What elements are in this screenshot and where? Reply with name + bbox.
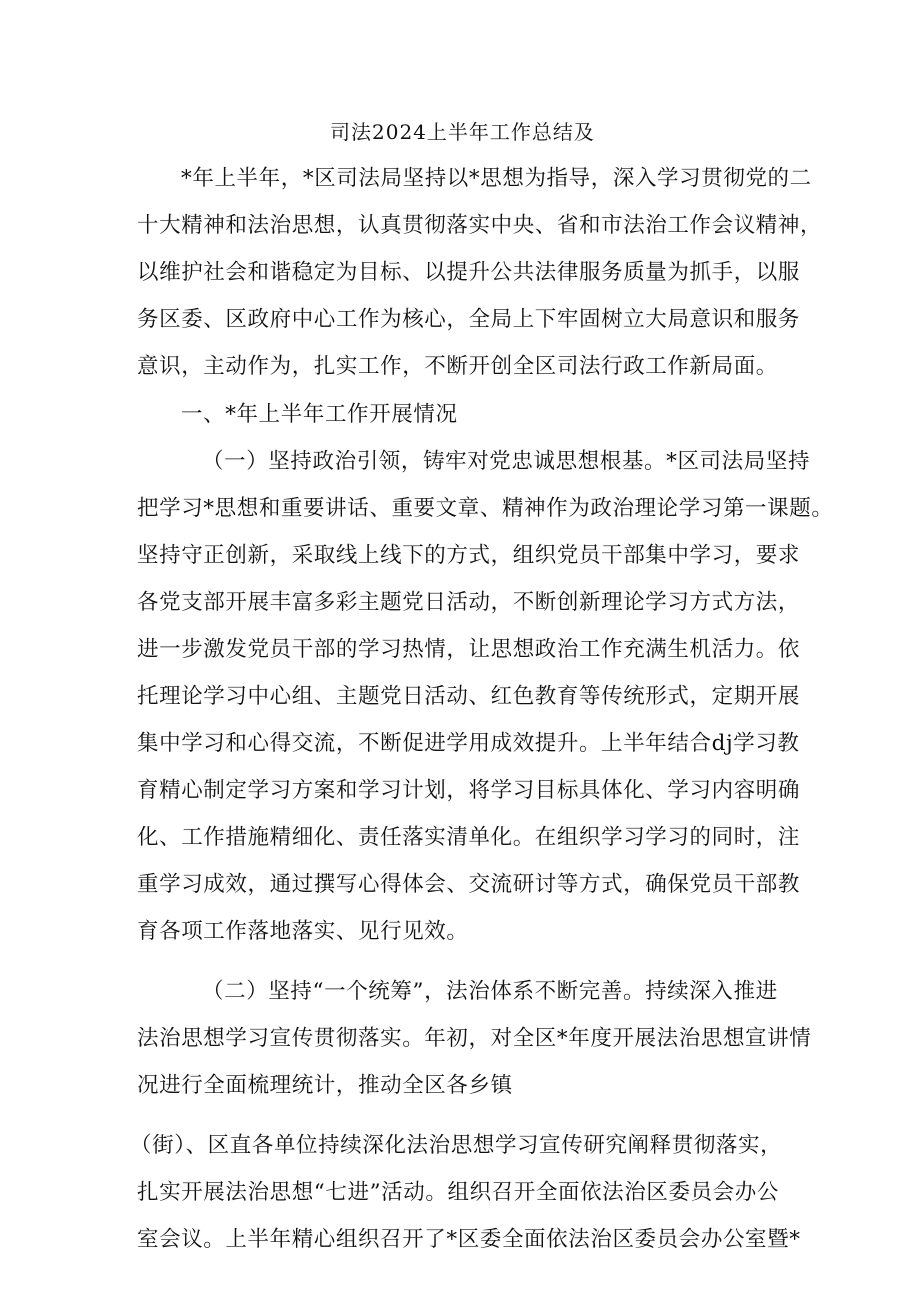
paragraph-line: 育精心制定学习方案和学习计划，将学习目标具体化、学习内容明确	[137, 778, 801, 803]
paragraph-line: 坚持守正创新，采取线上线下的方式，组织党员干部集中学习，要求	[137, 543, 801, 568]
paragraph-line: （一）坚持政治引领，铸牢对党忠诚思想根基。*区司法局坚持	[202, 449, 811, 474]
paragraph-line: 把学习*思想和重要讲话、重要文章、精神作为政治理论学习第一课题。	[137, 496, 834, 521]
paragraph-line: 室会议。上半年精心组织召开了*区委全面依法治区委员会办公室暨*	[137, 1227, 801, 1252]
paragraph-line: 况进行全面梳理统计，推动全区各乡镇	[137, 1073, 513, 1098]
paragraph-line: 扎实开展法治思想“七进”活动。组织召开全面依法治区委员会办公	[137, 1180, 779, 1205]
paragraph-line: 十大精神和法治思想，认真贯彻落实中央、省和市法治工作会议精神，	[137, 213, 823, 238]
paragraph-line: *年上半年，*区司法局坚持以*思想为指导，深入学习贯彻党的二	[181, 166, 812, 191]
paragraph-line: 务区委、区政府中心工作为核心，全局上下牢固树立大局意识和服务	[137, 307, 801, 332]
paragraph-line: 进一步激发党员干部的学习热情，让思想政治工作充满生机活力。依	[137, 637, 801, 662]
paragraph-line: （街）、区直各单位持续深化法治思想学习宣传研究阐释贯彻落实，	[130, 1133, 783, 1158]
paragraph-line: 托理论学习中心组、主题党日活动、红色教育等传统形式，定期开展	[137, 684, 801, 709]
paragraph-line: 重学习成效，通过撰写心得体会、交流研讨等方式，确保党员干部教	[137, 872, 801, 897]
paragraph-line: （二）坚持“一个统筹”，法治体系不断完善。持续深入推进	[202, 979, 778, 1004]
section-heading: 一、*年上半年工作开展情况	[181, 402, 458, 427]
paragraph-line: 育各项工作落地落实、见行见效。	[137, 919, 469, 944]
document-title: 司法2024上半年工作总结及	[330, 120, 595, 144]
paragraph-line: 化、工作措施精细化、责任落实清单化。在组织学习学习的同时，注	[137, 825, 801, 850]
paragraph-line: 法治思想学习宣传贯彻落实。年初，对全区*年度开展法治思想宣讲情	[137, 1026, 812, 1051]
paragraph-line: 以维护社会和谐稳定为目标、以提升公共法律服务质量为抓手，以服	[137, 260, 801, 285]
paragraph-line: 集中学习和心得交流，不断促进学用成效提升。上半年结合dj学习教	[137, 731, 800, 756]
paragraph-line: 各党支部开展丰富多彩主题党日活动，不断创新理论学习方式方法，	[137, 590, 801, 615]
paragraph-line: 意识，主动作为，扎实工作，不断开创全区司法行政工作新局面。	[137, 354, 778, 379]
